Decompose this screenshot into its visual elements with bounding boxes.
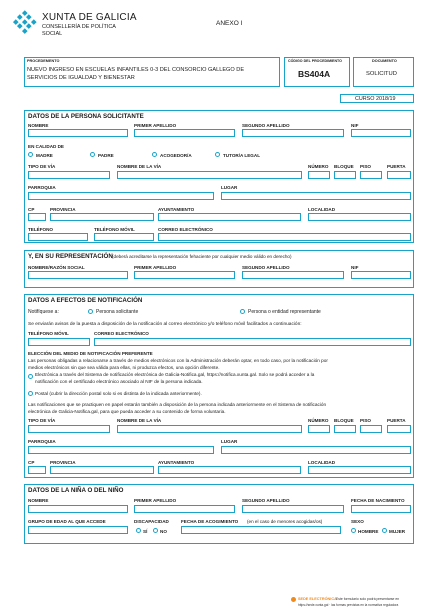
fecha-acogimiento-note: (en el caso de menores acogidas/os) bbox=[247, 519, 323, 524]
electronica-text-2: notificación con el certificado electrónico asociado al NIF de la persona indicada. bbox=[35, 379, 203, 384]
label-madre: MADRE bbox=[36, 153, 53, 158]
label-puerta: PUERTA bbox=[387, 164, 406, 169]
label-tipo-via: TIPO DE VÍA bbox=[28, 164, 56, 169]
radio-hombre[interactable] bbox=[351, 528, 356, 533]
notif-puerta-field[interactable] bbox=[387, 425, 411, 433]
applicant-email-field[interactable] bbox=[158, 233, 411, 241]
label-child-apellido2: SEGUNDO APELLIDO bbox=[242, 498, 290, 503]
medio-text-2: medios electrónicos sin que sea válida para ellas, ni produzca efectos, una opción diferente. bbox=[28, 365, 220, 370]
notifiquese-label: Notifíquese a: bbox=[28, 309, 59, 315]
child-title: DATOS DE LA NIÑA O DEL NIÑO bbox=[28, 487, 124, 494]
label-acogedor: ACOGEDOR/A bbox=[160, 153, 192, 158]
radio-madre[interactable] bbox=[28, 152, 33, 157]
org-name: XUNTA DE GALICIA bbox=[42, 12, 137, 23]
radio-notif-representante[interactable] bbox=[240, 309, 245, 314]
label-notif-puerta: PUERTA bbox=[387, 418, 406, 423]
applicant-provincia-field[interactable] bbox=[50, 213, 154, 221]
label-bloque: BLOQUE bbox=[334, 164, 354, 169]
label-notif-bloque: BLOQUE bbox=[334, 418, 354, 423]
procedure-title-line1: NUEVO INGRESO EN ESCUELAS INFANTILES 0-3 DEL CONSORCIO GALLEGO DE bbox=[27, 67, 245, 73]
notif-cp-field[interactable] bbox=[28, 466, 46, 474]
applicant-tipo-via-field[interactable] bbox=[28, 171, 110, 179]
notif-piso-field[interactable] bbox=[360, 425, 382, 433]
child-grupo-field[interactable] bbox=[28, 526, 128, 534]
label-child-nombre: NOMBRE bbox=[28, 498, 49, 503]
sede-label: SEDE ELECTRÓNICA bbox=[298, 597, 337, 601]
applicant-localidad-field[interactable] bbox=[308, 213, 411, 221]
label-notif-numero: NÚMERO bbox=[308, 418, 329, 423]
child-apellido2-field[interactable] bbox=[242, 505, 344, 513]
rep-razon-field[interactable] bbox=[28, 271, 128, 279]
sede-icon bbox=[291, 597, 296, 602]
procedure-label: PROCEDEMENTO bbox=[27, 59, 60, 63]
dept-line1: CONSELLERÍA DE POLÍTICA bbox=[42, 24, 116, 30]
rep-apellido2-field[interactable] bbox=[242, 271, 344, 279]
applicant-movil-field[interactable] bbox=[94, 233, 154, 241]
radio-discapacidad-si[interactable] bbox=[136, 528, 141, 533]
document-type: SOLICITUD bbox=[366, 71, 397, 77]
applicant-nif-field[interactable] bbox=[351, 129, 411, 137]
applicant-cp-field[interactable] bbox=[28, 213, 46, 221]
applicant-nombre-via-field[interactable] bbox=[117, 171, 302, 179]
applicant-lugar-field[interactable] bbox=[221, 192, 411, 200]
radio-notif-solicitante[interactable] bbox=[88, 309, 93, 314]
code-label: CÓDIGO DEL PROCEDIMIENTO bbox=[288, 59, 342, 63]
representative-note: (deberá acreditarse la representación fehaciente por cualquier medio válido en derecho) bbox=[112, 254, 292, 259]
label-piso: PISO bbox=[360, 164, 371, 169]
label-notif-nombre-via: NOMBRE DE LA VÍA bbox=[117, 418, 162, 423]
label-provincia: PROVINCIA bbox=[50, 207, 76, 212]
medio-text-1: Las personas obligadas a relacionarse a través de medios electrónicos con la Administración deberán optar, en todo caso, por la notificación por bbox=[28, 358, 328, 363]
radio-electronica[interactable] bbox=[28, 374, 33, 379]
label-rep-apellido2: SEGUNDO APELLIDO bbox=[242, 265, 290, 270]
representative-title: Y, EN SU REPRESENTACIÓN bbox=[28, 253, 113, 260]
label-nif: NIF bbox=[351, 123, 359, 128]
label-movil: TELÉFONO MÓVIL bbox=[94, 227, 135, 232]
label-notif-lugar: LUGAR bbox=[221, 439, 238, 444]
label-rep-nif: NIF bbox=[351, 265, 359, 270]
label-apellido2: SEGUNDO APELLIDO bbox=[242, 123, 290, 128]
label-lugar: LUGAR bbox=[221, 185, 238, 190]
postal-text: Postal (cubrir la dirección postal solo si es distinta de la indicada anteriormente). bbox=[35, 391, 202, 396]
applicant-parroquia-field[interactable] bbox=[28, 192, 214, 200]
label-calidad: EN CALIDAD DE bbox=[28, 144, 64, 149]
notif-email-field[interactable] bbox=[94, 338, 411, 346]
label-rep-apellido1: PRIMER APELLIDO bbox=[134, 265, 177, 270]
label-notif-tipo-via: TIPO DE VÍA bbox=[28, 418, 56, 423]
notif-movil-field[interactable] bbox=[28, 338, 90, 346]
label-notif-email: CORREO ELECTRÓNICO bbox=[94, 331, 149, 336]
annex-label: ANEXO I bbox=[216, 20, 243, 27]
rep-apellido1-field[interactable] bbox=[134, 271, 235, 279]
notif-bloque-field[interactable] bbox=[334, 425, 356, 433]
label-discapacidad-si: SÍ bbox=[143, 529, 148, 534]
applicant-apellido2-field[interactable] bbox=[242, 129, 344, 137]
child-nombre-field[interactable] bbox=[28, 505, 128, 513]
applicant-apellido1-field[interactable] bbox=[134, 129, 235, 137]
label-discapacidad-no: NO bbox=[160, 529, 167, 534]
label-parroquia: PARROQUIA bbox=[28, 185, 56, 190]
label-padre: PADRE bbox=[98, 153, 114, 158]
label-numero: NÚMERO bbox=[308, 164, 329, 169]
label-notif-movil: TELÉFONO MÓVIL bbox=[28, 331, 69, 336]
notif-localidad-field[interactable] bbox=[308, 466, 411, 474]
notification-title: DATOS A EFECTOS DE NOTIFICACIÓN bbox=[28, 297, 143, 304]
applicant-numero-field[interactable] bbox=[308, 171, 330, 179]
label-child-apellido1: PRIMER APELLIDO bbox=[134, 498, 177, 503]
notif-ayuntamiento-field[interactable] bbox=[158, 466, 301, 474]
footer-note-2: https://sede.xunta.gal · las formas previstas en la normativa reguladora bbox=[298, 603, 399, 607]
label-nombre-via: NOMBRE DE LA VÍA bbox=[117, 164, 162, 169]
medio-title: ELECCIÓN DEL MEDIO DE NOTIFICACIÓN PREFERENTE bbox=[28, 351, 153, 356]
notif-provincia-field[interactable] bbox=[50, 466, 154, 474]
label-cp: CP bbox=[28, 207, 35, 212]
label-notif-localidad: LOCALIDAD bbox=[308, 460, 336, 465]
label-fecha-nacimiento: FECHA DE NACIMIENTO bbox=[351, 498, 405, 503]
child-apellido1-field[interactable] bbox=[134, 505, 235, 513]
radio-padre[interactable] bbox=[90, 152, 95, 157]
papel-text-1: Las notificaciones que se practiquen en papel estarán también a disposición de la persona indicada anteriormente en el Sistema de notificación bbox=[28, 402, 327, 407]
label-discapacidad: DISCAPACIDAD bbox=[134, 519, 169, 524]
applicant-title: DATOS DE LA PERSONA SOLICITANTE bbox=[28, 113, 144, 120]
label-localidad: LOCALIDAD bbox=[308, 207, 336, 212]
child-fecha-nac-field[interactable] bbox=[351, 505, 411, 513]
document-label: DOCUMENTO bbox=[372, 59, 397, 63]
label-ayuntamiento: AYUNTAMIENTO bbox=[158, 207, 195, 212]
label-notif-provincia: PROVINCIA bbox=[50, 460, 76, 465]
electronica-text-1: Electrónica a través del Sistema de notificación electrónica de Galicia-Notifica.gal, https://notifica.xunta.gal. Solo se podrá acceder a la bbox=[35, 372, 315, 377]
label-hombre: HOMBRE bbox=[358, 529, 379, 534]
applicant-telefono-field[interactable] bbox=[28, 233, 88, 241]
label-sexo: SEXO bbox=[351, 519, 364, 524]
applicant-piso-field[interactable] bbox=[360, 171, 382, 179]
applicant-puerta-field[interactable] bbox=[387, 171, 411, 179]
label-fecha-acogimiento: FECHA DE ACOGIMIENTO bbox=[181, 519, 239, 524]
radio-discapacidad-no[interactable] bbox=[153, 528, 158, 533]
label-notif-piso: PISO bbox=[360, 418, 371, 423]
applicant-nombre-field[interactable] bbox=[28, 129, 128, 137]
radio-tutor[interactable] bbox=[215, 152, 220, 157]
applicant-bloque-field[interactable] bbox=[334, 171, 356, 179]
label-notif-solicitante: Persona solicitante bbox=[96, 309, 139, 315]
papel-text-2: electrónica de Galicia-Notifica.gal, para que pueda acceder a su contenido de forma voluntaria. bbox=[28, 409, 226, 414]
label-razon-social: NOMBRE/RAZÓN SOCIAL bbox=[28, 265, 85, 270]
procedure-title-line2: SERVICIOS DE IGUALDAD Y BIENESTAR bbox=[27, 75, 135, 81]
label-notif-representante: Persona o entidad representante bbox=[248, 309, 321, 315]
procedure-code: BS404A bbox=[298, 69, 331, 79]
label-notif-parroquia: PARROQUIA bbox=[28, 439, 56, 444]
label-email: CORREO ELECTRÓNICO bbox=[158, 227, 213, 232]
label-apellido1: PRIMER APELLIDO bbox=[134, 123, 177, 128]
notif-lugar-field[interactable] bbox=[221, 446, 411, 454]
label-grupo-edad: GRUPO DE EDAD AL QUE ACCEDE bbox=[28, 519, 106, 524]
radio-postal[interactable] bbox=[28, 391, 33, 396]
course-label: CURSO 2018/19 bbox=[355, 96, 396, 102]
child-fecha-acog-field[interactable] bbox=[181, 526, 341, 534]
label-telefono: TELÉFONO bbox=[28, 227, 54, 232]
rep-nif-field[interactable] bbox=[351, 271, 411, 279]
notif-tipo-via-field[interactable] bbox=[28, 425, 110, 433]
label-nombre: NOMBRE bbox=[28, 123, 49, 128]
xunta-logo bbox=[14, 11, 36, 33]
label-notif-cp: CP bbox=[28, 460, 35, 465]
radio-mujer[interactable] bbox=[382, 528, 387, 533]
label-notif-ayuntamiento: AYUNTAMIENTO bbox=[158, 460, 195, 465]
radio-acogedor[interactable] bbox=[152, 152, 157, 157]
notif-numero-field[interactable] bbox=[308, 425, 330, 433]
applicant-ayuntamiento-field[interactable] bbox=[158, 213, 301, 221]
notif-nombre-via-field[interactable] bbox=[117, 425, 302, 433]
aviso-text: Se enviarán avisos de la puesta a disposición de la notificación al correo electrónico y/o teléfono móvil facilitados a continuación: bbox=[28, 322, 302, 327]
label-mujer: MUJER bbox=[389, 529, 406, 534]
label-tutor: TUTOR/A LEGAL bbox=[223, 153, 261, 158]
dept-line2: SOCIAL bbox=[42, 31, 63, 37]
notif-parroquia-field[interactable] bbox=[28, 446, 214, 454]
footer-note-1: Este formulario solo podrá presentarse en bbox=[336, 597, 400, 601]
